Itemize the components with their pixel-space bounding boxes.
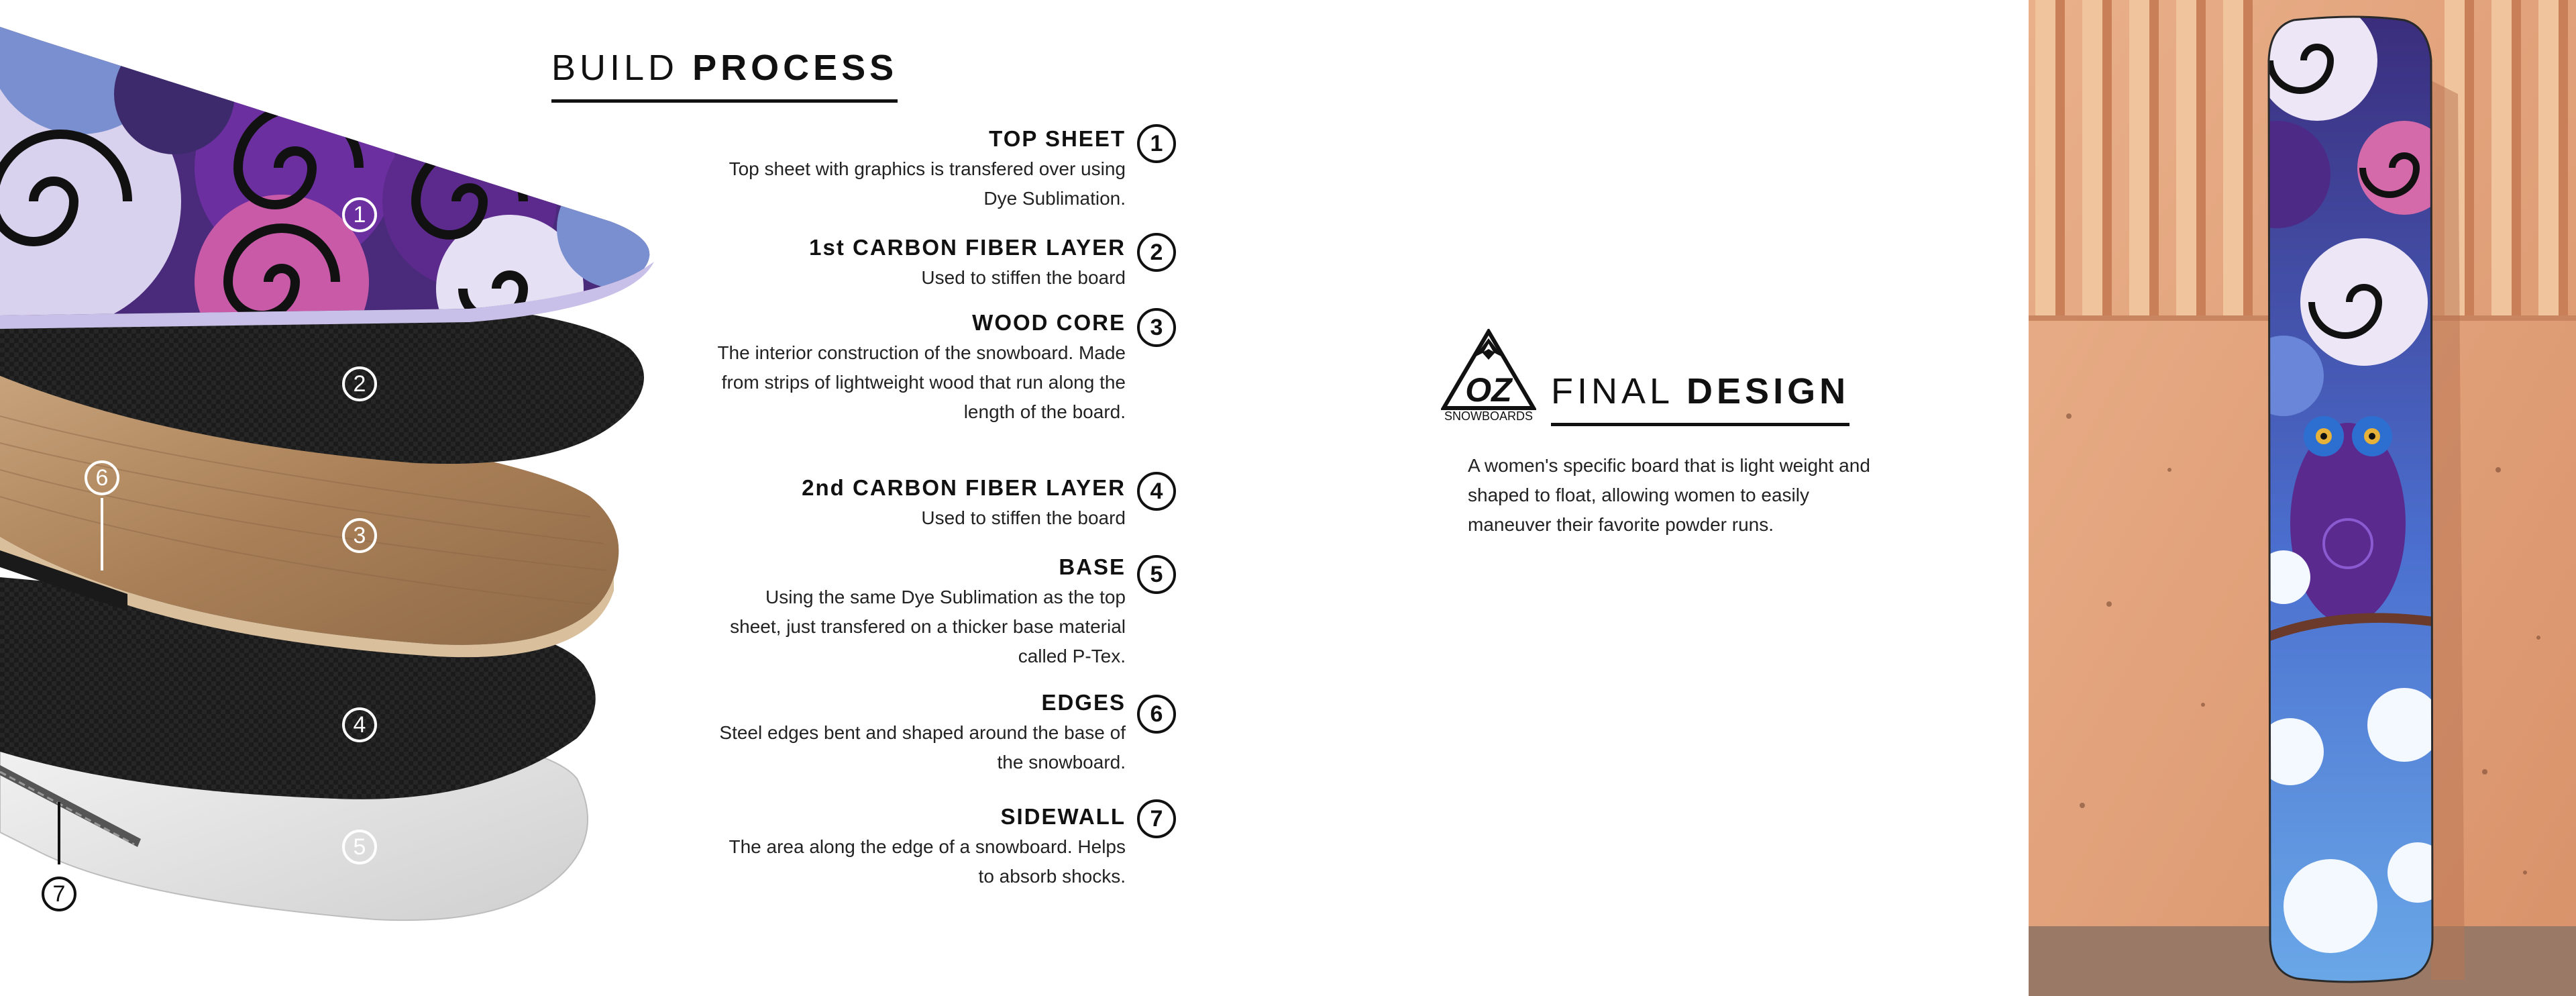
step-title: SIDEWALL bbox=[1000, 804, 1126, 829]
step-title: TOP SHEET bbox=[989, 126, 1126, 151]
build-process-heading bbox=[551, 47, 898, 103]
step-carbon-fiber-2 bbox=[710, 472, 1126, 533]
step-carbon-fiber-1 bbox=[710, 232, 1126, 293]
step-number-3: 3 bbox=[1137, 308, 1176, 347]
step-description: Top sheet with graphics is transfered over using Dye Sublimation. bbox=[729, 158, 1126, 209]
step-description: Used to stiffen the board bbox=[921, 507, 1126, 528]
step-top-sheet bbox=[710, 123, 1126, 213]
final-title-light: FINAL bbox=[1551, 371, 1687, 411]
snowboard-photo bbox=[2029, 0, 2576, 996]
diagram-marker-3: 3 bbox=[342, 518, 377, 553]
step-title: EDGES bbox=[1041, 690, 1126, 715]
step-title: WOOD CORE bbox=[972, 310, 1126, 335]
step-edges bbox=[710, 687, 1126, 777]
step-title: 1st CARBON FIBER LAYER bbox=[809, 235, 1126, 260]
step-title: 2nd CARBON FIBER LAYER bbox=[802, 475, 1126, 500]
snowboard-photo-illustration bbox=[2029, 0, 2576, 996]
oz-snowboards-logo bbox=[1441, 329, 1536, 423]
step-number-1: 1 bbox=[1137, 124, 1176, 163]
build-title-light: BUILD bbox=[551, 48, 693, 88]
step-number-5: 5 bbox=[1137, 555, 1176, 594]
step-number-4: 4 bbox=[1137, 472, 1176, 511]
final-title-bold: DESIGN bbox=[1686, 371, 1850, 411]
step-description: Steel edges bent and shaped around the base of the snowboard. bbox=[719, 722, 1126, 773]
step-title: BASE bbox=[1059, 554, 1126, 579]
step-number-2: 2 bbox=[1137, 233, 1176, 272]
step-description: The area along the edge of a snowboard. Helps to absorb shocks. bbox=[729, 836, 1126, 887]
step-description: The interior construction of the snowboard. Made from strips of lightweight wood that run along the length of the board. bbox=[717, 342, 1126, 422]
step-description: Using the same Dye Sublimation as the top sheet, just transfered on a thicker base material called P-Tex. bbox=[730, 587, 1126, 666]
build-title-bold: PROCESS bbox=[692, 48, 898, 88]
step-base bbox=[710, 552, 1126, 671]
owl-illustration bbox=[2290, 416, 2406, 624]
exploded-layer-diagram bbox=[0, 0, 671, 996]
diagram-marker-7: 7 bbox=[42, 877, 76, 911]
step-number-7: 7 bbox=[1137, 799, 1176, 838]
logo-text: SNOWBOARDS bbox=[1444, 409, 1534, 423]
final-design-description: A women's specific board that is light weight and shaped to float, allowing women to easily maneuver their favorite powder runs. bbox=[1468, 455, 1870, 535]
step-sidewall bbox=[710, 801, 1126, 891]
diagram-marker-4: 4 bbox=[342, 707, 377, 742]
step-wood-core bbox=[710, 307, 1126, 427]
diagram-marker-6: 6 bbox=[85, 460, 119, 495]
diagram-marker-2: 2 bbox=[342, 366, 377, 401]
logo-mark: OZ bbox=[1465, 371, 1512, 409]
layers-illustration bbox=[0, 0, 671, 996]
step-description: Used to stiffen the board bbox=[921, 267, 1126, 288]
mountain-logo-icon bbox=[1441, 329, 1536, 423]
diagram-marker-5: 5 bbox=[342, 830, 377, 864]
final-design-heading bbox=[1551, 370, 1849, 426]
step-number-6: 6 bbox=[1137, 695, 1176, 734]
diagram-marker-1: 1 bbox=[342, 197, 377, 232]
